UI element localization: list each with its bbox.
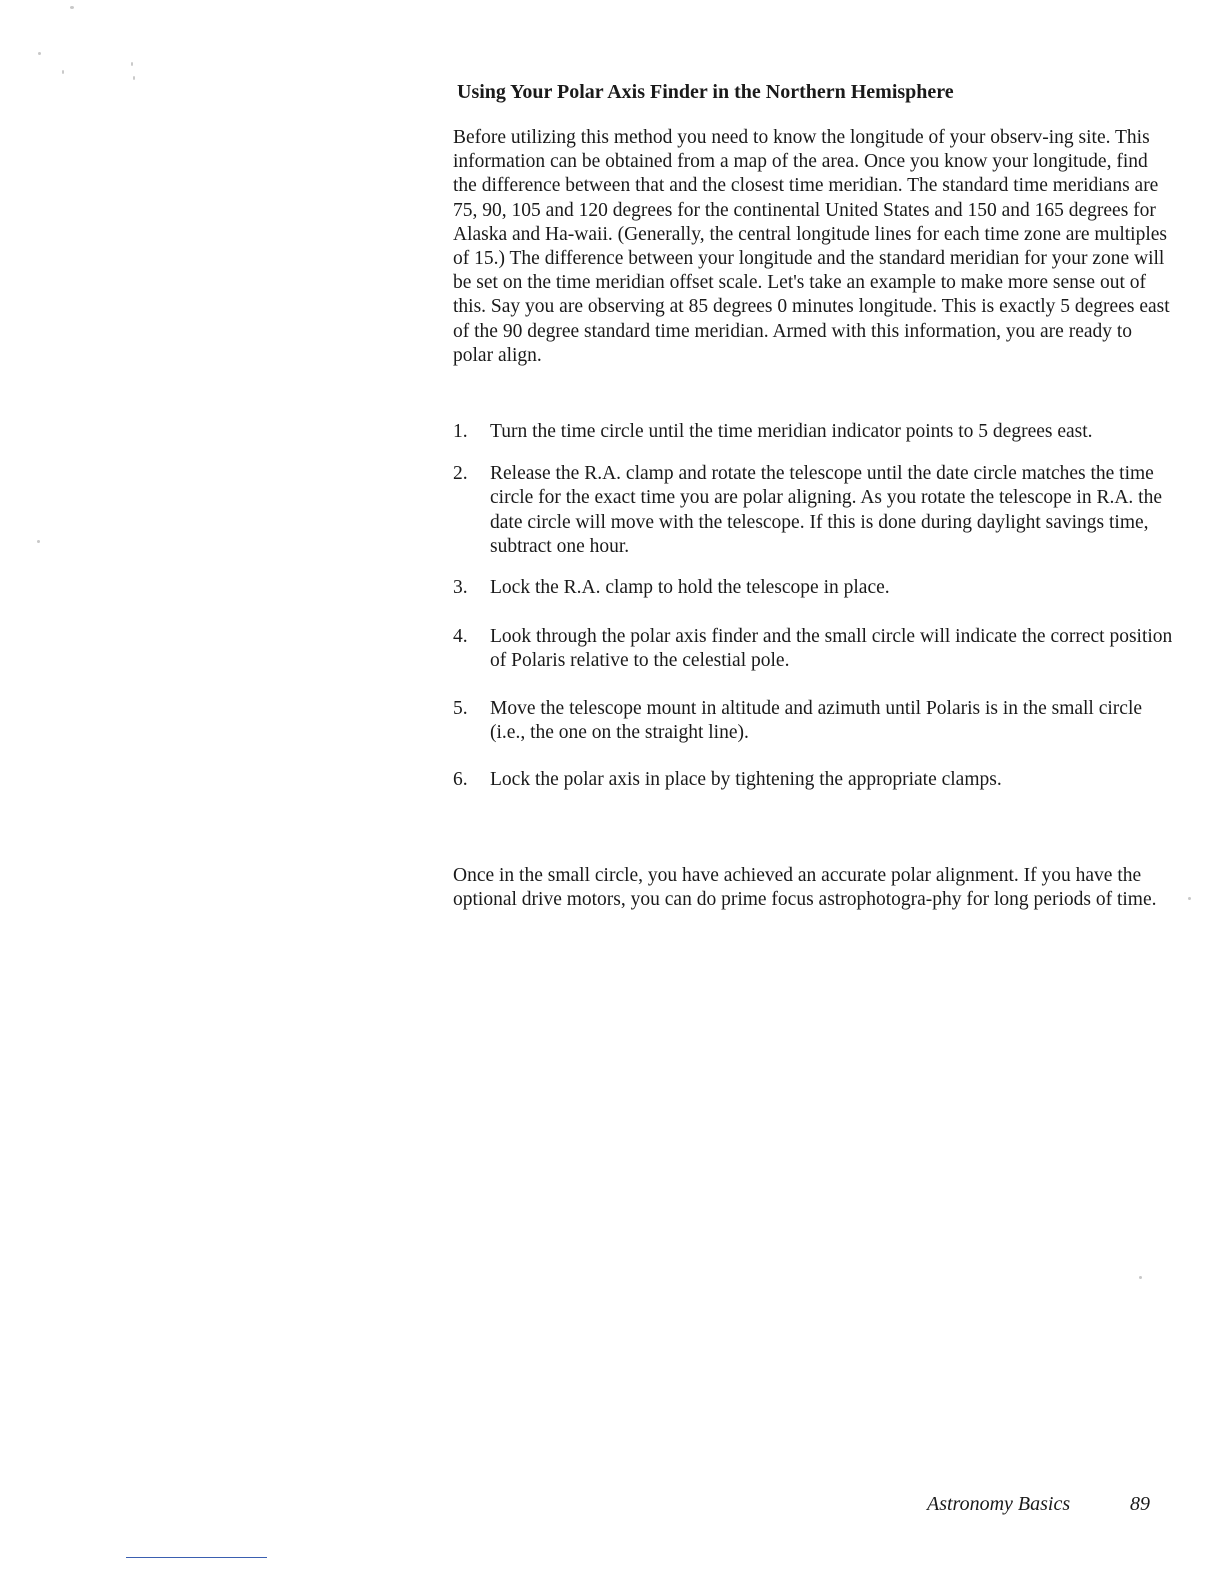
step-text: Lock the polar axis in place by tightening the appropriate clamps. bbox=[490, 769, 1002, 791]
intro-paragraph: Before utilizing this method you need to know the longitude of your observ-ing site. This information can be obtained from a map of the area. Once you know your longitude, find the difference between that and the closest time meridian. The standard time meridians are 75, 90, 105 and 120 degrees for the continental United States and 150 and 165 degrees for Alaska and Ha-waii. (Generally, the central longitude lines for each time zone are multiples of 15.) The difference between your longitude and the standard meridian for your zone will be set on the time meridian offset scale. Let's take an example to make more sense out of this. Say you are observing at 85 degrees 0 minutes longitude. This is exactly 5 degrees east of the 90 degree standard time meridian. Armed with this information, you are ready to polar align. bbox=[453, 127, 1170, 366]
section-heading: Using Your Polar Axis Finder in the Northern Hemisphere bbox=[457, 81, 954, 103]
step-number: 5. bbox=[453, 697, 468, 719]
scan-speck bbox=[70, 6, 74, 9]
scan-speck bbox=[1139, 1276, 1142, 1279]
scan-speck bbox=[133, 76, 135, 80]
step-text: Lock the R.A. clamp to hold the telescope in place. bbox=[490, 577, 890, 599]
list-item bbox=[453, 625, 1173, 673]
scan-speck bbox=[37, 540, 40, 543]
step-text: Turn the time circle until the time meridian indicator points to 5 degrees east. bbox=[490, 421, 1093, 442]
step-text: Move the telescope mount in altitude and azimuth until Polaris is in the small circle (i.e., the one on the straight line). bbox=[490, 697, 1143, 743]
scan-speck bbox=[1188, 897, 1191, 900]
step-number: 4. bbox=[453, 626, 468, 648]
scan-speck bbox=[62, 70, 64, 74]
step-number: 2. bbox=[453, 463, 468, 485]
scan-speck bbox=[38, 52, 41, 55]
step-text: Release the R.A. clamp and rotate the telescope until the date circle matches the time circle for the exact time you are polar aligning. As you rotate the telescope in R.A. the date circle will move with the telescope. If this is done during daylight savings time, subtract one hour. bbox=[490, 463, 1162, 557]
list-item bbox=[453, 768, 1173, 792]
step-text: Look through the polar axis finder and the small circle will indicate the correct position of Polaris relative to the celestial pole. bbox=[490, 626, 1173, 672]
scan-edge-line bbox=[126, 1557, 267, 1558]
list-item bbox=[453, 420, 1173, 444]
step-number: 3. bbox=[453, 577, 468, 599]
list-item bbox=[453, 462, 1173, 559]
steps-list bbox=[453, 420, 1173, 792]
step-number: 1. bbox=[453, 421, 468, 442]
step-number: 6. bbox=[453, 769, 468, 791]
closing-paragraph: Once in the small circle, you have achieved an accurate polar alignment. If you have the optional drive motors, you can do prime focus astrophotogra-phy for long periods of time. bbox=[453, 865, 1157, 911]
list-item bbox=[453, 697, 1173, 745]
scan-speck bbox=[131, 62, 133, 66]
footer-page-number: 89 bbox=[1130, 1493, 1150, 1515]
list-item bbox=[453, 576, 1173, 600]
footer-book-title: Astronomy Basics bbox=[927, 1493, 1071, 1515]
